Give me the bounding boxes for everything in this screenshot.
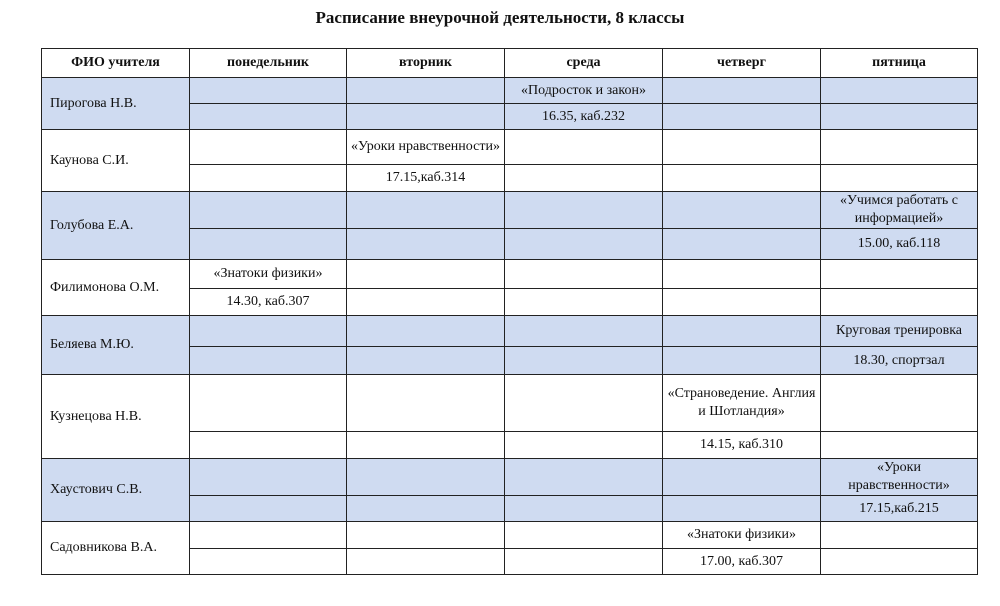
table-row xyxy=(42,260,978,289)
cell-wednesday-activity xyxy=(505,316,663,347)
cell-tuesday-activity xyxy=(347,522,505,549)
cell-friday-activity xyxy=(821,375,978,432)
cell-thursday-time: 14.15, каб.310 xyxy=(663,432,821,459)
header-tuesday: вторник xyxy=(347,49,505,78)
cell-friday-time: 15.00, каб.118 xyxy=(821,229,978,260)
header-thursday: четверг xyxy=(663,49,821,78)
cell-tuesday-time xyxy=(347,229,505,260)
cell-wednesday-time xyxy=(505,347,663,375)
cell-monday-time xyxy=(190,347,347,375)
cell-tuesday-activity: «Уроки нравственности» xyxy=(347,130,505,165)
cell-friday-time xyxy=(821,289,978,316)
cell-tuesday-activity xyxy=(347,192,505,229)
cell-monday-activity: «Знатоки физики» xyxy=(190,260,347,289)
cell-thursday-time xyxy=(663,347,821,375)
header-wednesday: среда xyxy=(505,49,663,78)
cell-thursday-activity xyxy=(663,192,821,229)
cell-monday-time xyxy=(190,229,347,260)
cell-wednesday-time xyxy=(505,432,663,459)
cell-thursday-activity xyxy=(663,459,821,496)
cell-tuesday-time xyxy=(347,104,505,130)
cell-monday-activity xyxy=(190,316,347,347)
cell-tuesday-time xyxy=(347,549,505,575)
cell-monday-time xyxy=(190,496,347,522)
cell-thursday-time: 17.00, каб.307 xyxy=(663,549,821,575)
cell-thursday-time xyxy=(663,165,821,192)
cell-tuesday-activity xyxy=(347,375,505,432)
teacher-name: Кузнецова Н.В. xyxy=(42,375,190,459)
cell-tuesday-activity xyxy=(347,78,505,104)
table-row xyxy=(42,78,978,104)
cell-tuesday-time xyxy=(347,432,505,459)
table-row xyxy=(42,522,978,549)
header-friday: пятница xyxy=(821,49,978,78)
cell-monday-activity xyxy=(190,130,347,165)
cell-wednesday-activity: «Подросток и закон» xyxy=(505,78,663,104)
teacher-name: Филимонова О.М. xyxy=(42,260,190,316)
cell-monday-activity xyxy=(190,192,347,229)
page-title: Расписание внеурочной деятельности, 8 классы xyxy=(315,8,685,27)
cell-tuesday-time xyxy=(347,289,505,316)
cell-friday-time xyxy=(821,549,978,575)
cell-wednesday-time xyxy=(505,165,663,192)
cell-thursday-activity: «Страноведение. Англия и Шотландия» xyxy=(663,375,821,432)
cell-wednesday-activity xyxy=(505,459,663,496)
teacher-name: Хаустович С.В. xyxy=(42,459,190,522)
cell-wednesday-time: 16.35, каб.232 xyxy=(505,104,663,130)
cell-monday-time xyxy=(190,165,347,192)
cell-wednesday-activity xyxy=(505,375,663,432)
header-teacher: ФИО учителя xyxy=(42,49,190,78)
cell-thursday-activity: «Знатоки физики» xyxy=(663,522,821,549)
cell-friday-time xyxy=(821,432,978,459)
cell-tuesday-activity xyxy=(347,260,505,289)
cell-wednesday-activity xyxy=(505,192,663,229)
table-row xyxy=(42,375,978,432)
cell-friday-activity: «Уроки нравственности» xyxy=(821,459,978,496)
teacher-name: Садовникова В.А. xyxy=(42,522,190,575)
table-row xyxy=(42,316,978,347)
cell-thursday-activity xyxy=(663,130,821,165)
cell-friday-activity xyxy=(821,78,978,104)
cell-wednesday-time xyxy=(505,229,663,260)
cell-thursday-activity xyxy=(663,260,821,289)
header-row xyxy=(42,49,978,78)
cell-tuesday-time xyxy=(347,496,505,522)
cell-tuesday-time xyxy=(347,347,505,375)
teacher-name: Беляева М.Ю. xyxy=(42,316,190,375)
cell-friday-time: 18.30, спортзал xyxy=(821,347,978,375)
cell-monday-time xyxy=(190,432,347,459)
cell-thursday-time xyxy=(663,289,821,316)
cell-thursday-time xyxy=(663,104,821,130)
table-row xyxy=(42,130,978,165)
cell-monday-time xyxy=(190,549,347,575)
cell-friday-time: 17.15,каб.215 xyxy=(821,496,978,522)
cell-tuesday-activity xyxy=(347,459,505,496)
teacher-name: Голубова Е.А. xyxy=(42,192,190,260)
cell-wednesday-activity xyxy=(505,522,663,549)
teacher-name: Пирогова Н.В. xyxy=(42,78,190,130)
cell-monday-activity xyxy=(190,522,347,549)
cell-friday-activity: «Учимся работать с информацией» xyxy=(821,192,978,229)
cell-friday-activity: Круговая тренировка xyxy=(821,316,978,347)
cell-friday-time xyxy=(821,104,978,130)
table-row xyxy=(42,192,978,229)
cell-friday-activity xyxy=(821,130,978,165)
cell-wednesday-time xyxy=(505,549,663,575)
cell-monday-activity xyxy=(190,78,347,104)
cell-tuesday-activity xyxy=(347,316,505,347)
teacher-name: Каунова С.И. xyxy=(42,130,190,192)
cell-tuesday-time: 17.15,каб.314 xyxy=(347,165,505,192)
cell-wednesday-activity xyxy=(505,130,663,165)
cell-monday-time xyxy=(190,104,347,130)
cell-thursday-activity xyxy=(663,316,821,347)
header-monday: понедельник xyxy=(190,49,347,78)
cell-friday-activity xyxy=(821,522,978,549)
cell-thursday-activity xyxy=(663,78,821,104)
cell-friday-time xyxy=(821,165,978,192)
cell-wednesday-time xyxy=(505,289,663,316)
cell-friday-activity xyxy=(821,260,978,289)
cell-monday-time: 14.30, каб.307 xyxy=(190,289,347,316)
cell-thursday-time xyxy=(663,229,821,260)
cell-monday-activity xyxy=(190,375,347,432)
cell-monday-activity xyxy=(190,459,347,496)
cell-thursday-time xyxy=(663,496,821,522)
cell-wednesday-activity xyxy=(505,260,663,289)
schedule-table xyxy=(41,48,978,575)
cell-wednesday-time xyxy=(505,496,663,522)
table-row xyxy=(42,459,978,496)
